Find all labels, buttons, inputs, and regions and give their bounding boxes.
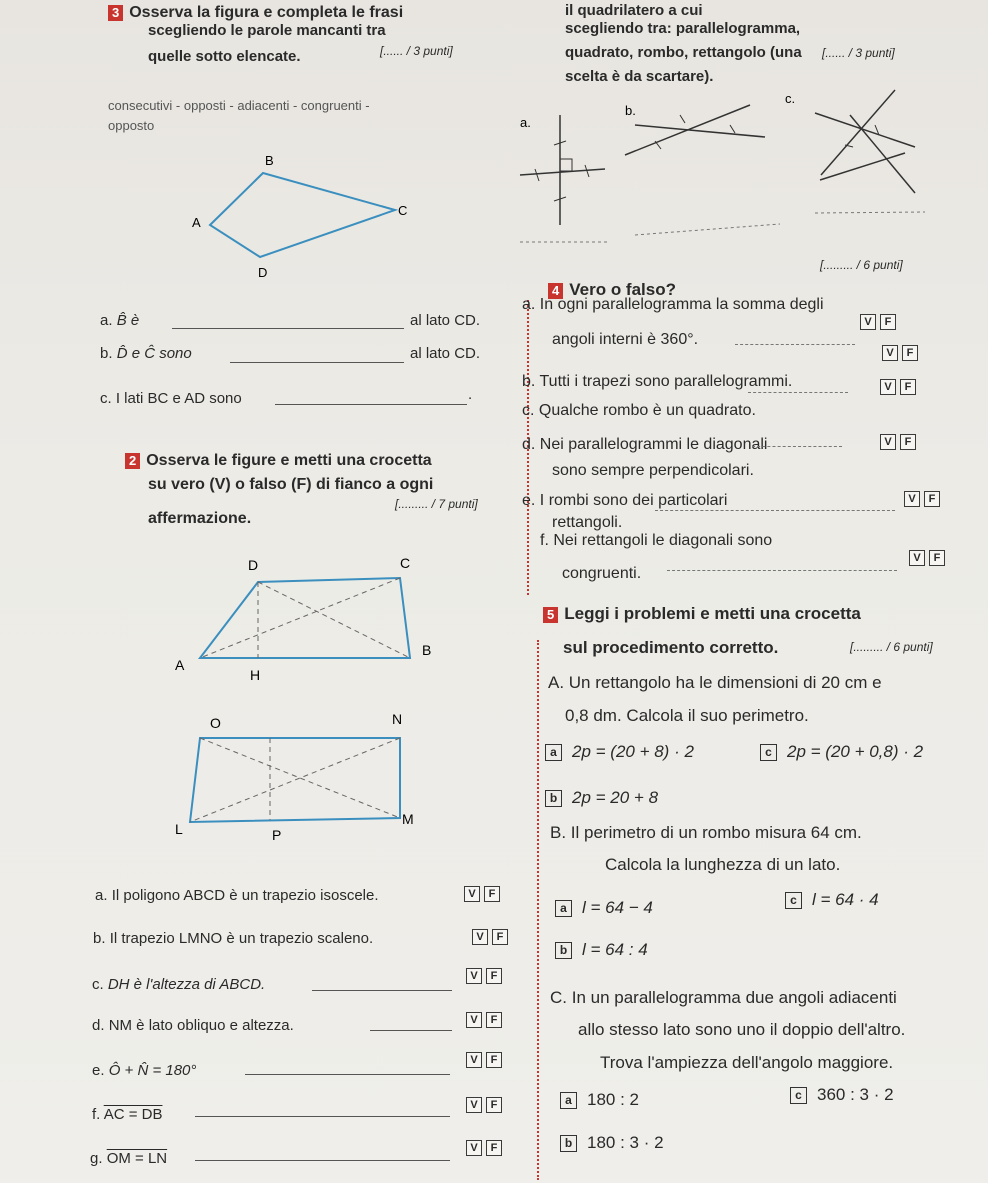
ex3-points: [...... / 3 punti] — [380, 44, 453, 58]
ex2-vf-d — [462, 1010, 502, 1028]
ex4-item-e: e. I rombi sono dei particolari — [522, 492, 728, 509]
rhombus-label-b: B — [265, 153, 274, 168]
ex5-a-l2: 0,8 dm. Calcola il suo perimetro. — [565, 706, 809, 725]
ex2-item-b: b. Il trapezio LMNO è un trapezio scaleno. — [93, 930, 374, 947]
ex5-c-opt-c[interactable]: c 360 : 3 · 2 — [790, 1085, 894, 1105]
ex5-a-opt-b[interactable]: b 2p = 20 + 8 — [545, 788, 658, 808]
ex2-line2: su vero (V) o falso (F) di fianco a ogni — [148, 476, 434, 493]
ex5-b-l2: Calcola la lunghezza di un lato. — [605, 855, 841, 874]
ex5-a-l1: A. Un rettangolo ha le dimensioni di 20 cm e — [548, 673, 882, 692]
ex4-item-f: f. Nei rettangoli le diagonali sono — [540, 532, 773, 549]
ex3-word-list-2: opposto — [108, 118, 155, 133]
rect-label-p: P — [272, 827, 282, 843]
ex3-item-b: b. D̂ e Ĉ sono — [100, 345, 192, 362]
ex5-title1: 5 Leggi i problemi e metti una crocetta — [543, 604, 861, 624]
trap-label-c: C — [400, 555, 411, 571]
false-checkbox[interactable]: F — [486, 1097, 502, 1113]
ex4-item-a-l2: angoli interni è 360°. — [552, 331, 699, 348]
true-checkbox[interactable]: V — [882, 345, 898, 361]
ex2-item-f: f. AC = DB — [92, 1106, 163, 1123]
ex5-c-l3: Trova l'ampiezza dell'angolo maggiore. — [600, 1053, 894, 1072]
false-checkbox[interactable]: F — [486, 1012, 502, 1028]
rect-label-o: O — [210, 715, 221, 731]
ex5-c-l2: allo stesso lato sono uno il doppio dell'altro. — [578, 1020, 906, 1039]
ex4-vf-e — [900, 489, 940, 507]
trapezoid-figure — [170, 550, 440, 690]
ex2-item-e: e. Ô + N̂ = 180° — [92, 1062, 197, 1079]
rhombus-figure — [180, 145, 420, 290]
ex4-item-d: d. Nei parallelogrammi le diagonali — [522, 436, 768, 453]
ex5-c-opt-b[interactable]: b 180 : 3 · 2 — [560, 1133, 664, 1153]
rhombus-label-a: A — [192, 215, 201, 230]
ex4-vf-c — [876, 377, 916, 395]
ex5-b-opt-c[interactable]: c l = 64 · 4 — [785, 890, 879, 910]
ex5-title2: sul procedimento corretto. — [563, 638, 779, 657]
true-checkbox[interactable]: V — [466, 1012, 482, 1028]
false-checkbox[interactable]: F — [484, 886, 500, 902]
ex3-item-a: a. B̂ è — [100, 312, 140, 329]
ex4-item-a: a. In ogni parallelogramma la somma degli — [522, 296, 824, 313]
ex2-item-a: a. Il poligono ABCD è un trapezio isoscele. — [95, 887, 379, 904]
false-checkbox[interactable]: F — [924, 491, 940, 507]
ex2-item-d: d. NM è lato obliquo e altezza. — [92, 1017, 294, 1034]
false-checkbox[interactable]: F — [900, 379, 916, 395]
ex2-item-c: c. DH è l'altezza di ABCD. — [92, 976, 266, 993]
ex2-vf-f — [462, 1095, 502, 1113]
false-checkbox[interactable]: F — [900, 434, 916, 450]
ex4-number: 4 — [548, 283, 563, 299]
ex4-item-c: c. Qualche rombo è un quadrato. — [522, 402, 756, 419]
ex2-vf-b — [468, 927, 508, 945]
ex3-line2: scegliendo le parole mancanti tra — [148, 22, 386, 39]
figure-a-label: a. — [520, 115, 531, 130]
false-checkbox[interactable]: F — [486, 1052, 502, 1068]
ex2-number: 2 — [125, 453, 140, 469]
trap-label-d: D — [248, 557, 259, 573]
ex2-vf-g — [462, 1138, 502, 1156]
rect-label-m: M — [402, 811, 414, 827]
true-checkbox[interactable]: V — [466, 1097, 482, 1113]
figure-c-label: c. — [785, 91, 796, 106]
ex-tr-line2: scegliendo tra: parallelogramma, — [565, 20, 801, 37]
ex3-item-b-end: al lato CD. — [410, 345, 481, 362]
ex-tr-line1: il quadrilatero a cui — [565, 2, 703, 19]
false-checkbox[interactable]: F — [486, 1140, 502, 1156]
rect-label-l: L — [175, 821, 183, 837]
ex5-c-opt-a[interactable]: a 180 : 2 — [560, 1090, 639, 1110]
ex5-number: 5 — [543, 607, 558, 623]
ex3-item-c: c. I lati BC e AD sono — [100, 390, 242, 407]
ex3-item-c-end: . — [468, 386, 473, 403]
true-checkbox[interactable]: V — [904, 491, 920, 507]
ex5-points: [......... / 6 punti] — [850, 640, 933, 654]
ex2-vf-a — [460, 884, 500, 902]
ex-tr-points: [...... / 3 punti] — [822, 46, 895, 60]
ex4-vf-a — [856, 312, 896, 330]
ex2-line1: 2 Osserva le figure e metti una crocetta — [125, 452, 432, 470]
ex2-vf-c — [462, 966, 502, 984]
ex5-a-opt-a[interactable]: a 2p = (20 + 8) · 2 — [545, 742, 694, 762]
ex4-vf-f — [905, 548, 945, 566]
true-checkbox[interactable]: V — [466, 1140, 482, 1156]
ex2-item-g: g. OM = LN — [90, 1150, 168, 1167]
ex5-b-opt-a[interactable]: a l = 64 − 4 — [555, 898, 653, 918]
ex4-vf-d — [876, 432, 916, 450]
false-checkbox[interactable]: F — [929, 550, 945, 566]
ex4-item-e-l2: rettangoli. — [552, 514, 623, 531]
ex4-points: [......... / 6 punti] — [820, 258, 903, 272]
trap-label-b: B — [422, 642, 432, 658]
ex3-word-list: consecutivi - opposti - adiacenti - congruenti - — [108, 98, 370, 113]
true-checkbox[interactable]: V — [880, 434, 896, 450]
ex2-points: [......... / 7 punti] — [395, 497, 478, 511]
ex-tr-line4: scelta è da scartare). — [565, 68, 714, 85]
true-checkbox[interactable]: V — [466, 1052, 482, 1068]
ex2-line3: affermazione. — [148, 510, 252, 527]
line-figures — [515, 85, 935, 255]
true-checkbox[interactable]: V — [860, 314, 876, 330]
ex4-item-f-l2: congruenti. — [562, 565, 642, 582]
trap-label-h: H — [250, 667, 261, 683]
ex3-number: 3 — [108, 5, 123, 21]
trap-label-a: A — [175, 657, 185, 673]
false-checkbox[interactable]: F — [902, 345, 918, 361]
ex5-c-l1: C. In un parallelogramma due angoli adiacenti — [550, 988, 897, 1007]
ex5-b-l1: B. Il perimetro di un rombo misura 64 cm. — [550, 823, 862, 842]
ex3-line3: quelle sotto elencate. — [148, 48, 301, 65]
ex4-title: 4 Vero o falso? — [548, 280, 676, 300]
ex4-vf-b — [878, 343, 918, 361]
true-checkbox[interactable]: V — [909, 550, 925, 566]
false-checkbox[interactable]: F — [486, 968, 502, 984]
rect-label-n: N — [392, 711, 403, 727]
ex5-a-opt-c[interactable]: c 2p = (20 + 0,8) · 2 — [760, 742, 923, 762]
ex4-item-b: b. Tutti i trapezi sono parallelogrammi. — [522, 373, 793, 390]
true-checkbox[interactable]: V — [472, 929, 488, 945]
figure-b-label: b. — [625, 103, 636, 118]
false-checkbox[interactable]: F — [492, 929, 508, 945]
true-checkbox[interactable]: V — [464, 886, 480, 902]
true-checkbox[interactable]: V — [466, 968, 482, 984]
rhombus-label-d: D — [258, 265, 268, 280]
ex2-vf-e — [462, 1050, 502, 1068]
rhombus-label-c: C — [398, 203, 408, 218]
rectangle-trapezoid-figure — [170, 700, 440, 850]
ex3-line1: 3 Osserva la figura e completa le frasi — [108, 4, 403, 22]
ex3-item-a-end: al lato CD. — [410, 312, 481, 329]
ex4-item-d-l2: sono sempre perpendicolari. — [552, 462, 754, 479]
true-checkbox[interactable]: V — [880, 379, 896, 395]
ex-tr-line3: quadrato, rombo, rettangolo (una — [565, 44, 802, 61]
ex5-b-opt-b[interactable]: b l = 64 : 4 — [555, 940, 648, 960]
false-checkbox[interactable]: F — [880, 314, 896, 330]
